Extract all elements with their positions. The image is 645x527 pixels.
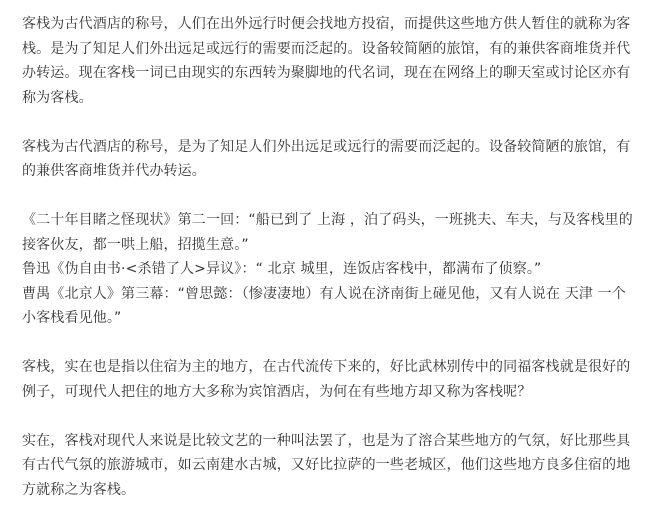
quote-ershinian: 《二十年目睹之怪现状》第二一回：“船已到了 上海 ，泊了码头，一班挑夫、车夫，与及客栈里的接客伙友，都一哄上船，招揽生意。” (22, 212, 633, 253)
paragraph-summary: 客栈为古代酒店的称号，是为了知足人们外出远足或远行的需要而泛起的。设备较简陋的旅馆，有的兼供客商堆货并代办转运。 (22, 138, 631, 179)
quote-caoyu: 曹禺《北京人》第三幕：“曾思懿：（惨凄凄地）有人说在济南街上碰见他，又有人说在 天津 一个小客栈看见他。” (22, 285, 626, 326)
paragraph-intro: 客栈为古代酒店的称号，人们在出外远行时便会找地方投宿，而提供这些地方供人暂住的就称为客栈。是为了知足人们外出远足或远行的需要而泛起的。设备较简陋的旅馆，有的兼供客商堆货并代办转运。现在客栈一词已由现实的东西转为聚脚地的代名词，现在在网络上的聊天室或讨论区亦有称为客栈。 (22, 16, 631, 106)
paragraph-example: 客栈，实在也是指以住宿为主的地方，在古代流传下来的，好比武林别传中的同福客栈就是很好的例子，可现代人把住的地方大多称为宾馆酒店，为何在有些地方却又称为客栈呢？ (22, 359, 631, 400)
article-body (22, 12, 634, 527)
quote-group (22, 208, 634, 331)
paragraph-conclusion: 实在，客栈对现代人来说是比较文艺的一种叫法罢了，也是为了溶合某些地方的气氛，好比那些具有古代气氛的旅游城市，如云南建水古城，又好比拉萨的一些老城区，他们这些地方良多住宿的地方就称之为客栈。 (22, 432, 631, 498)
quote-luxun: 鲁迅《伪自由书·<杀错了人>异议》：“ 北京 城里，连饭店客栈中，都满布了侦察。” (22, 261, 542, 277)
